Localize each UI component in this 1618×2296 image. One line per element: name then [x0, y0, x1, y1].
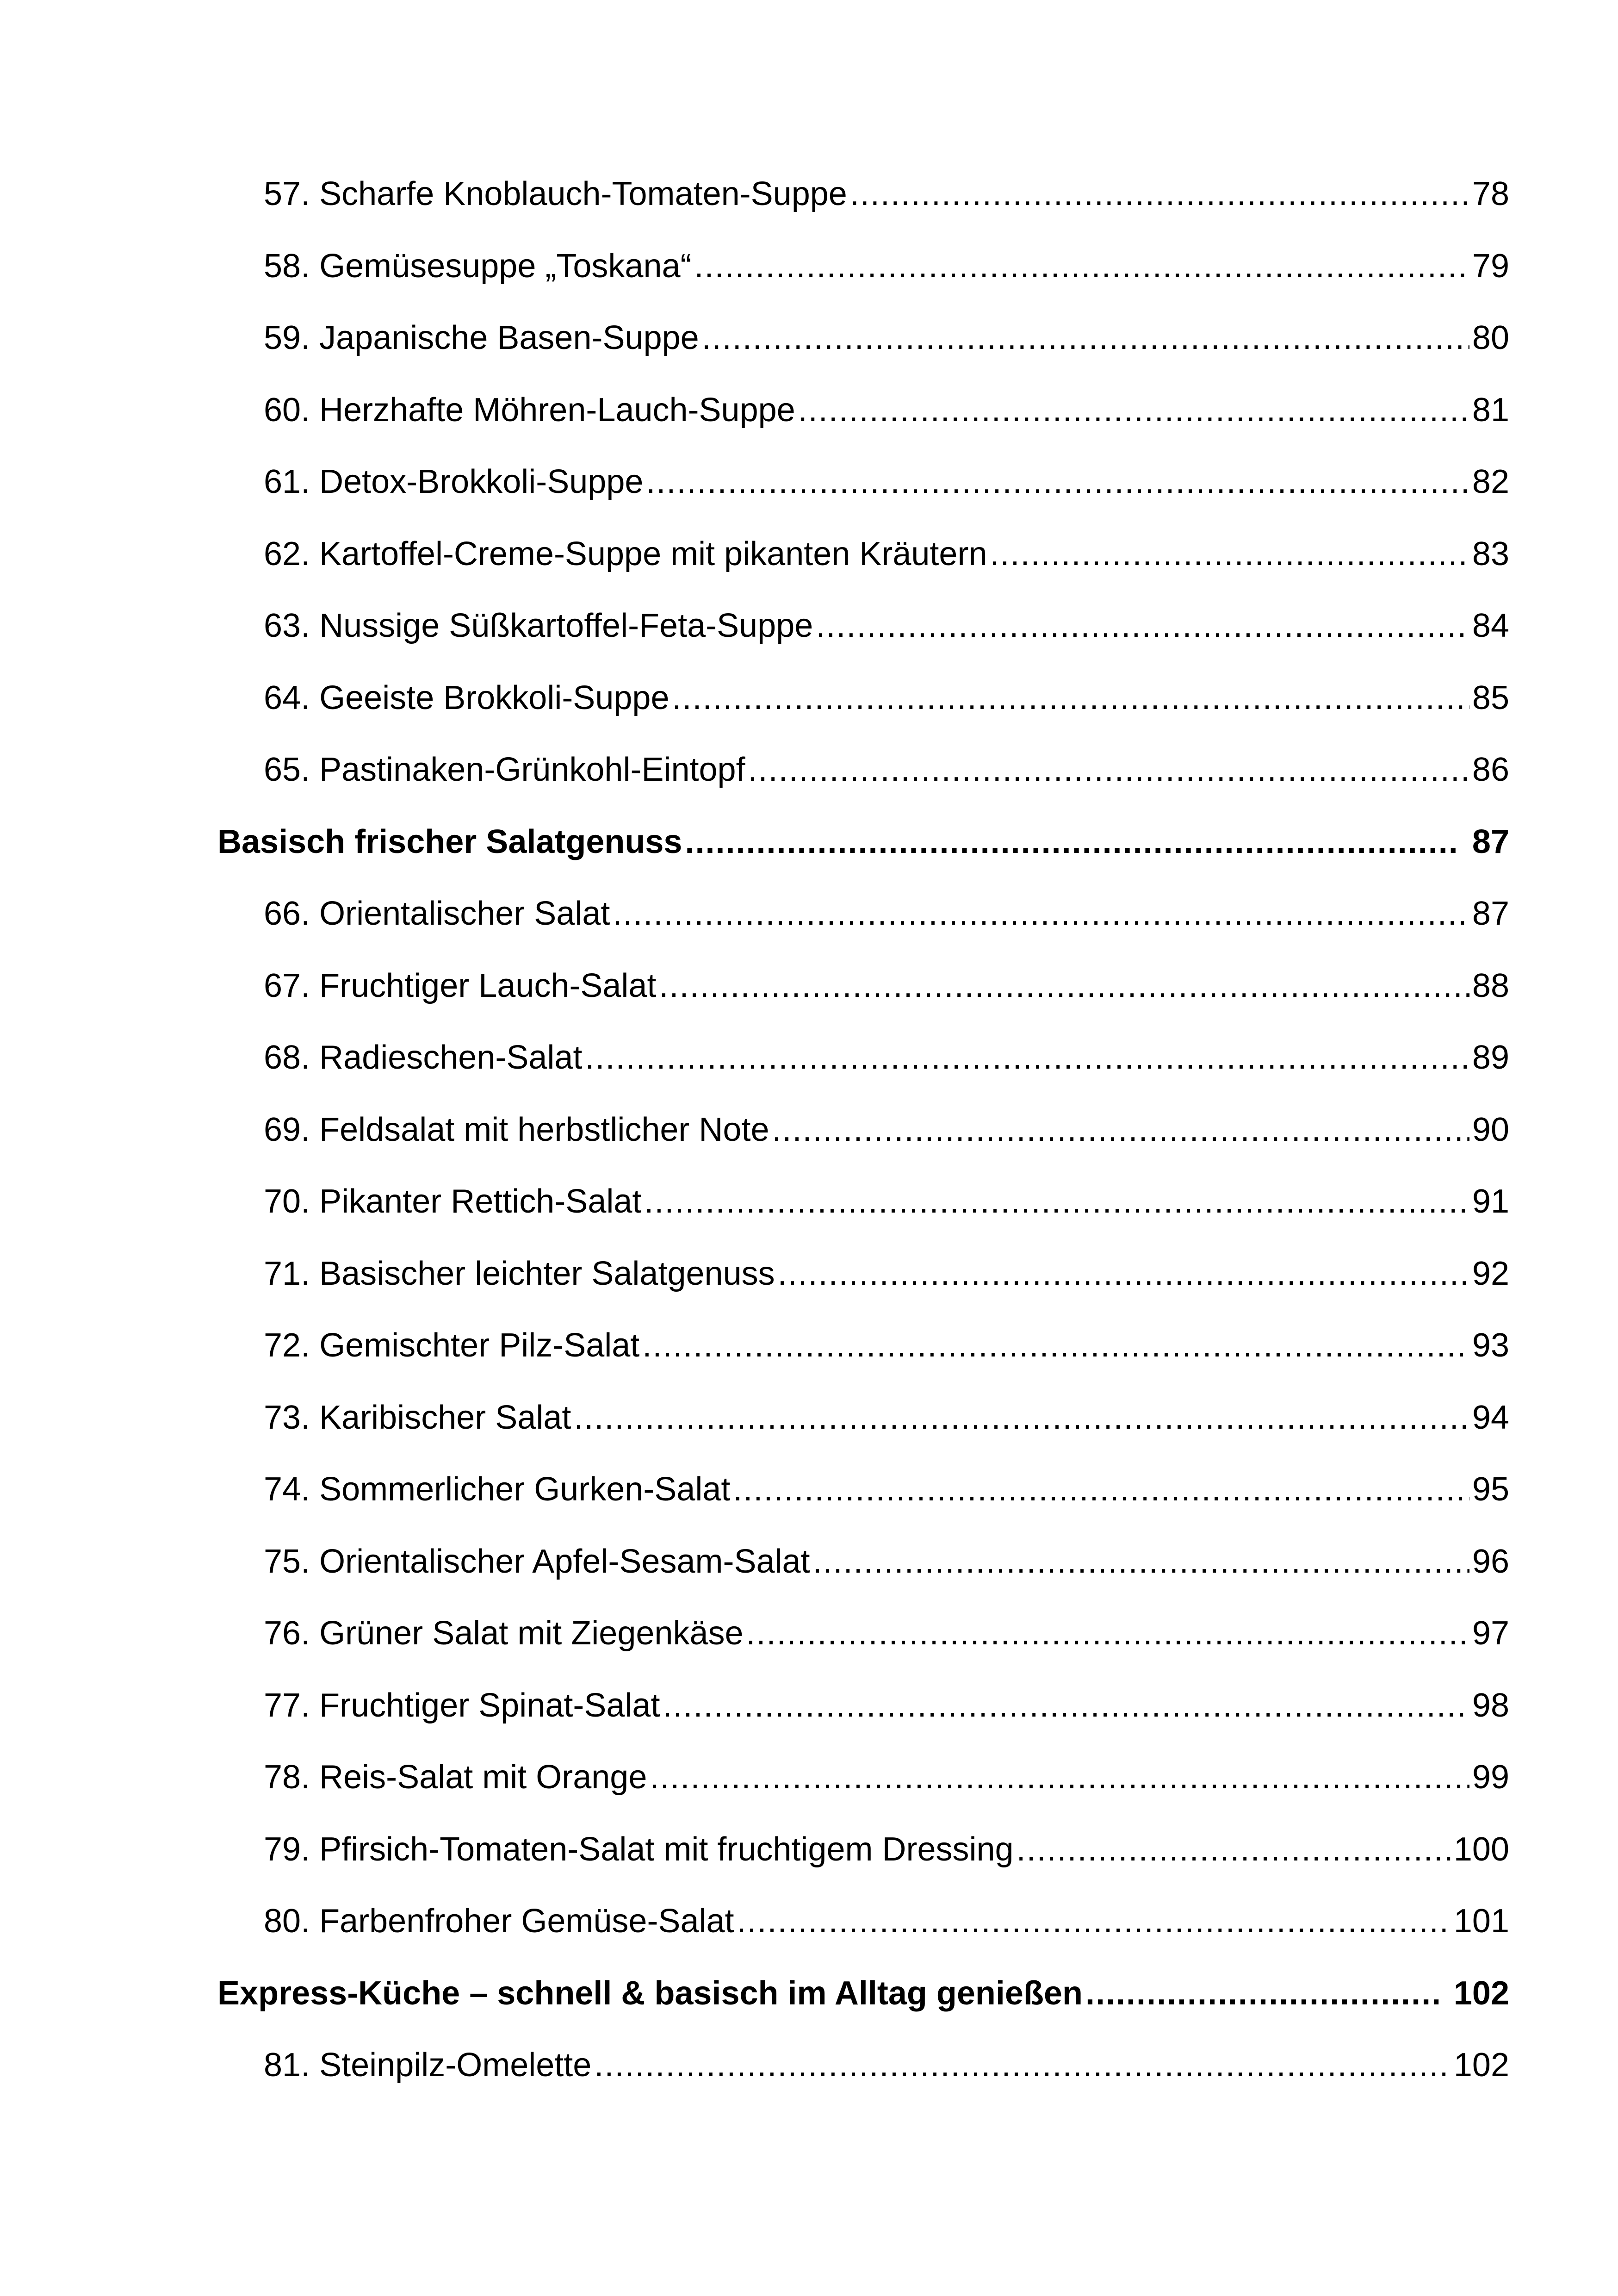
toc-entry-label: Feldsalat mit herbstlicher Note [319, 1111, 769, 1148]
toc-page-number: 79 [1472, 247, 1509, 285]
toc-entry[interactable] [217, 302, 1509, 374]
toc-page-number: 95 [1472, 1471, 1509, 1508]
dot-leader [646, 446, 1469, 518]
toc-entry-label: Pikanter Rettich-Salat [319, 1183, 642, 1220]
toc-entry-label: Detox-Brokkoli-Suppe [319, 463, 644, 500]
toc-entry-number: 65. [264, 751, 310, 788]
dot-leader [642, 1310, 1469, 1382]
toc-page-number: 88 [1472, 967, 1509, 1004]
toc-section-title: Express-Küche – schnell & basisch im Alltag genießen [217, 1974, 1083, 2012]
toc-entry-label: Grüner Salat mit Ziegenkäse [319, 1615, 744, 1652]
toc-entry-number: 74. [264, 1471, 310, 1508]
toc-entry-number: 59. [264, 319, 310, 356]
toc-entry-title [264, 518, 987, 591]
toc-entry-title [264, 2029, 591, 2102]
toc-entry[interactable] [217, 1598, 1509, 1670]
toc-entry-label: Sommerlicher Gurken-Salat [319, 1471, 731, 1508]
toc-entry-label: Pastinaken-Grünkohl-Eintopf [319, 751, 745, 788]
toc-entry-number: 66. [264, 895, 310, 932]
toc-entry-number: 76. [264, 1615, 310, 1652]
dot-leader [748, 734, 1469, 806]
toc-page-number: 91 [1472, 1183, 1509, 1220]
toc-page-number: 89 [1472, 1039, 1509, 1076]
toc-page-number: 87 [1472, 895, 1509, 932]
dot-leader [663, 1670, 1469, 1742]
toc-entry-title [264, 230, 692, 303]
toc-entry-number: 64. [264, 679, 310, 716]
toc-entry-title [264, 1670, 660, 1742]
toc-page-number: 100 [1453, 1830, 1509, 1868]
dot-leader [702, 302, 1469, 374]
toc-entry[interactable] [217, 230, 1509, 303]
toc-entry[interactable] [217, 590, 1509, 662]
toc-entry-label: Steinpilz-Omelette [319, 2047, 592, 2084]
toc-entry-label: Geeiste Brokkoli-Suppe [319, 679, 670, 716]
dot-leader [613, 878, 1469, 950]
toc-entry[interactable] [217, 2029, 1509, 2102]
toc-page-number: 90 [1472, 1111, 1509, 1148]
toc-entry-label: Basischer leichter Salatgenuss [319, 1255, 775, 1292]
toc-entry-label: Nussige Süßkartoffel-Feta-Suppe [319, 607, 813, 644]
toc-page-number: 83 [1472, 535, 1509, 572]
dot-leader [798, 374, 1469, 447]
toc-page-number: 92 [1472, 1255, 1509, 1292]
toc-entry-label: Scharfe Knoblauch-Tomaten-Suppe [319, 175, 847, 212]
toc-entry-label: Gemüsesuppe „Toskana“ [319, 247, 692, 285]
toc-entry-number: 60. [264, 391, 310, 429]
dot-leader [990, 518, 1469, 591]
toc-entry-title [264, 302, 699, 374]
toc-page-number: 93 [1472, 1327, 1509, 1364]
toc-entry-title [264, 446, 643, 518]
toc-page-number: 94 [1472, 1399, 1509, 1436]
toc-entry-number: 72. [264, 1327, 310, 1364]
toc-entry-title [264, 374, 795, 447]
toc-entry[interactable] [217, 1094, 1509, 1166]
dot-leader [1085, 1958, 1440, 2030]
toc-entry[interactable] [217, 662, 1509, 734]
toc-entry-number: 68. [264, 1039, 310, 1076]
toc-entry[interactable] [217, 1238, 1509, 1310]
toc-entry-label: Orientalischer Apfel-Sesam-Salat [319, 1543, 810, 1580]
dot-leader [585, 1022, 1469, 1094]
dot-leader [816, 590, 1469, 662]
toc-entry[interactable] [217, 1814, 1509, 1886]
toc-page-number: 102 [1453, 2047, 1509, 2084]
dot-leader [650, 1742, 1469, 1814]
toc-entry-title [264, 1238, 775, 1310]
toc-entry-title [264, 734, 745, 806]
dot-leader [644, 1166, 1469, 1238]
toc-entry-number: 69. [264, 1111, 310, 1148]
toc-entry-title [264, 662, 670, 734]
toc-page-number: 84 [1472, 607, 1509, 644]
toc-page-number: 99 [1472, 1759, 1509, 1796]
toc-entry-number: 75. [264, 1543, 310, 1580]
toc-entry-label: Farbenfroher Gemüse-Salat [319, 1903, 734, 1940]
toc-entry-label: Radieschen-Salat [319, 1039, 583, 1076]
toc-entry-number: 70. [264, 1183, 310, 1220]
dot-leader [694, 230, 1469, 303]
toc-entry[interactable] [217, 374, 1509, 447]
toc-entry[interactable] [217, 446, 1509, 518]
toc-entry[interactable] [217, 1742, 1509, 1814]
toc-entry-title [264, 1885, 734, 1958]
dot-leader [574, 1382, 1469, 1454]
toc-page-number: 82 [1472, 463, 1509, 500]
toc-entry[interactable] [217, 1310, 1509, 1382]
toc-page-number: 97 [1472, 1615, 1509, 1652]
toc-entry[interactable] [217, 1022, 1509, 1094]
dot-leader [1017, 1814, 1451, 1886]
toc-entry-label: Orientalischer Salat [319, 895, 610, 932]
toc-entry[interactable] [217, 878, 1509, 950]
toc-entry[interactable] [217, 518, 1509, 591]
toc-entry[interactable] [217, 158, 1509, 230]
toc-page-number: 102 [1453, 1974, 1509, 2012]
toc-entry-number: 78. [264, 1759, 310, 1796]
toc-page-number: 98 [1472, 1686, 1509, 1724]
toc-entry-title [264, 1742, 647, 1814]
toc-entry-number: 57. [264, 175, 310, 212]
toc-entry-label: Fruchtiger Lauch-Salat [319, 967, 657, 1004]
dot-leader [850, 158, 1469, 230]
toc-entry-title [264, 1310, 639, 1382]
table-of-contents [217, 158, 1509, 2102]
toc-entry[interactable] [217, 1670, 1509, 1742]
toc-entry-title [264, 590, 813, 662]
dot-leader [659, 950, 1469, 1022]
dot-leader [672, 662, 1469, 734]
toc-page-number: 87 [1472, 823, 1509, 860]
toc-page-number: 86 [1472, 751, 1509, 788]
toc-entry-number: 63. [264, 607, 310, 644]
toc-entry[interactable] [217, 1885, 1509, 1958]
toc-entry-title [264, 950, 656, 1022]
toc-entry[interactable] [217, 950, 1509, 1022]
toc-entry-label: Pfirsich-Tomaten-Salat mit fruchtigem Dressing [319, 1830, 1014, 1868]
toc-entry[interactable] [217, 1166, 1509, 1238]
toc-entry-label: Fruchtiger Spinat-Salat [319, 1686, 660, 1724]
dot-leader [733, 1454, 1469, 1526]
toc-page-number: 85 [1472, 679, 1509, 716]
toc-entry-number: 67. [264, 967, 310, 1004]
toc-entry-number: 77. [264, 1686, 310, 1724]
toc-page-number: 78 [1472, 175, 1509, 212]
toc-entry-label: Reis-Salat mit Orange [319, 1759, 647, 1796]
toc-entry-title [264, 1814, 1014, 1886]
toc-entry-number: 79. [264, 1830, 310, 1868]
dot-leader [594, 2029, 1451, 2102]
toc-entry-label: Japanische Basen-Suppe [319, 319, 699, 356]
toc-entry-title [264, 1598, 744, 1670]
toc-entry-number: 61. [264, 463, 310, 500]
toc-entry-number: 62. [264, 535, 310, 572]
dot-leader [746, 1598, 1469, 1670]
toc-entry-title [264, 158, 847, 230]
toc-entry-title [264, 1022, 582, 1094]
toc-section-heading[interactable] [217, 1958, 1509, 2030]
toc-entry-title [264, 1382, 571, 1454]
dot-leader [737, 1885, 1451, 1958]
toc-entry[interactable] [217, 1382, 1509, 1454]
toc-entry-title [264, 1094, 769, 1166]
toc-entry-label: Kartoffel-Creme-Suppe mit pikanten Kräutern [319, 535, 987, 572]
toc-entry-label: Gemischter Pilz-Salat [319, 1327, 640, 1364]
toc-entry-title [264, 878, 610, 950]
toc-entry-number: 73. [264, 1399, 310, 1436]
toc-page-number: 80 [1472, 319, 1509, 356]
dot-leader [772, 1094, 1469, 1166]
toc-entry-number: 81. [264, 2047, 310, 2084]
toc-entry[interactable] [217, 1526, 1509, 1598]
dot-leader [813, 1526, 1469, 1598]
toc-entry-title [264, 1454, 730, 1526]
dot-leader [778, 1238, 1469, 1310]
toc-entry-number: 80. [264, 1903, 310, 1940]
toc-entry-label: Karibischer Salat [319, 1399, 571, 1436]
toc-page-number: 81 [1472, 391, 1509, 429]
toc-entry-number: 58. [264, 247, 310, 285]
toc-section-title: Basisch frischer Salatgenuss [217, 823, 682, 860]
toc-entry-label: Herzhafte Möhren-Lauch-Suppe [319, 391, 795, 429]
toc-entry[interactable] [217, 734, 1509, 806]
toc-entry-number: 71. [264, 1255, 310, 1292]
toc-entry-title [264, 1526, 810, 1598]
dot-leader [685, 806, 1458, 878]
toc-entry[interactable] [217, 1454, 1509, 1526]
toc-page-number: 96 [1472, 1543, 1509, 1580]
toc-section-heading[interactable] [217, 806, 1509, 878]
toc-page-number: 101 [1453, 1903, 1509, 1940]
toc-entry-title [264, 1166, 641, 1238]
